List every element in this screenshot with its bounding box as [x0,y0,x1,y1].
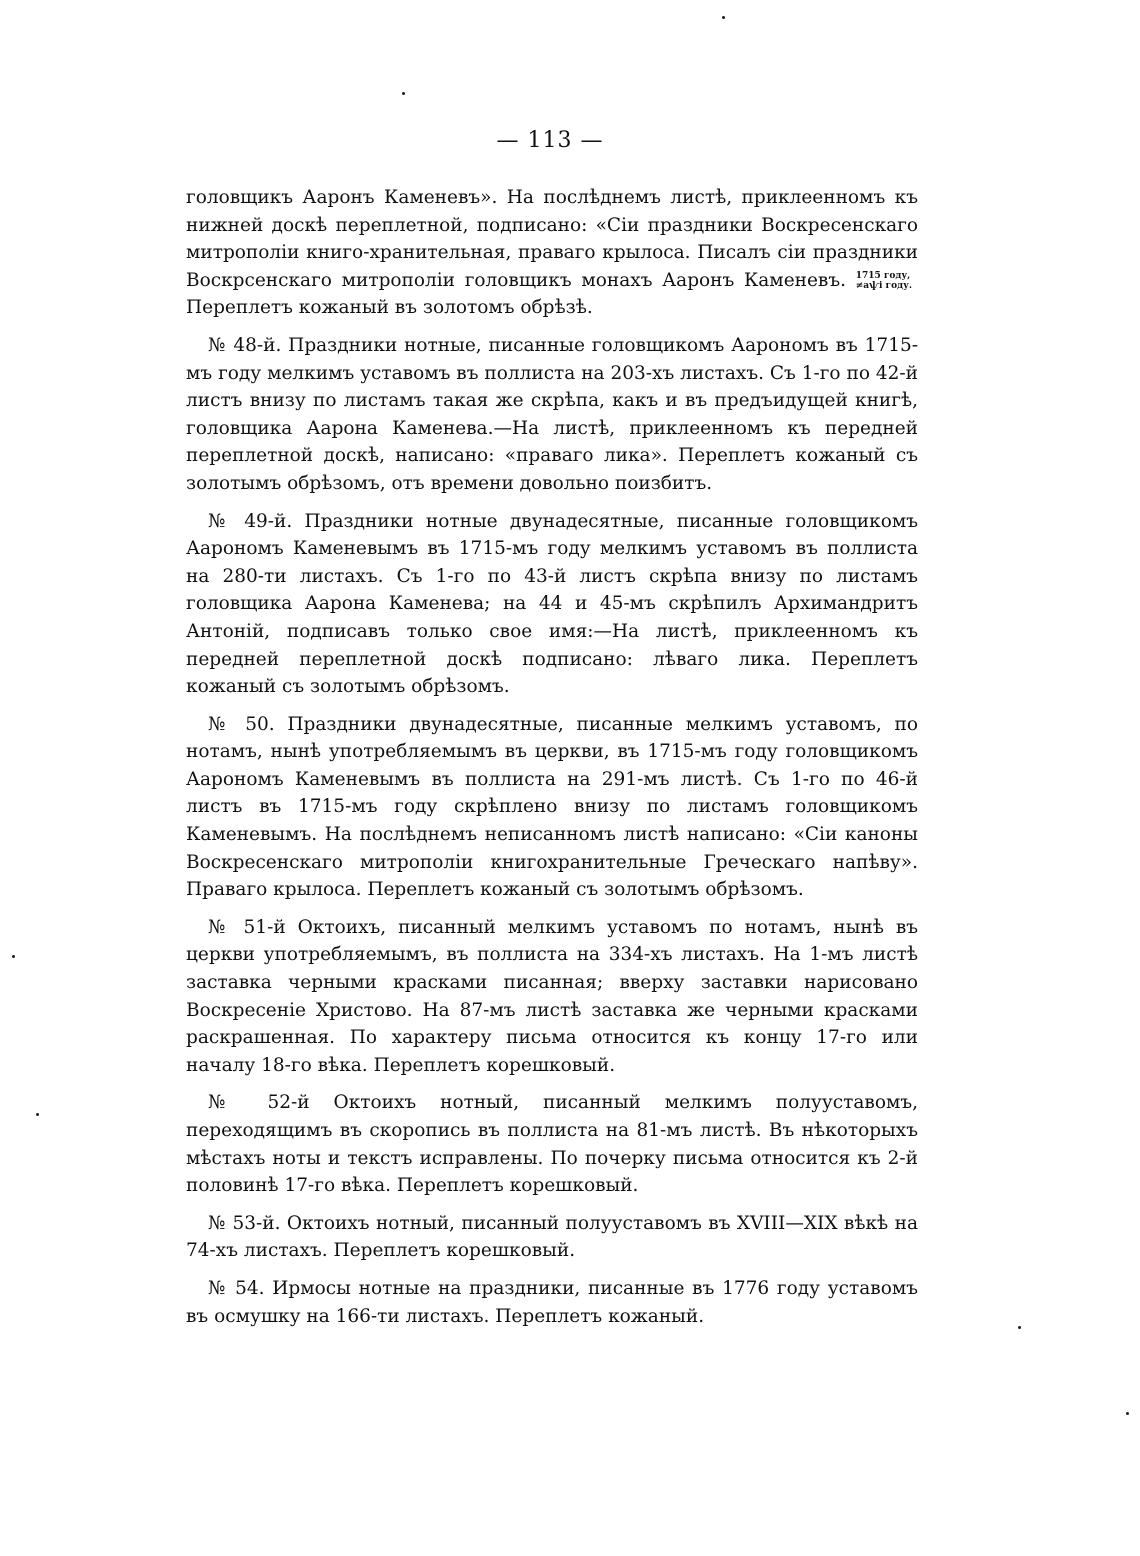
scan-speck [402,92,405,95]
body-text [186,184,918,1340]
scan-speck [36,1113,39,1116]
paragraph-continuation [186,184,918,322]
paragraph-text: Переплетъ кожаный въ золотомъ обрѣзѣ. [186,297,593,319]
paragraph-entry-51: № 51-й Октоихъ, писанный мелкимъ уставомъ по нотамъ, нынѣ въ церкви употребляемымъ, въ поллиста на 334-хъ листахъ. На 1-мъ листѣ заставка черными красками писанная; вверху заставки нарисовано Воскресеніе Христово. На 87-мъ листѣ заставка же черными красками раскрашенная. По характеру письма относится къ концу 17-го или началу 18-го вѣка. Переплетъ корешковый. [186,916,918,1076]
scan-speck [12,955,15,958]
paragraph-text: головщикъ Ааронъ Каменевъ». На послѣднемъ листѣ, приклеенномъ къ нижней доскѣ переплетной, подписано: «Сіи праздники Воскресенскаго митрополіи книго-хранительная, праваго крылоса. Писалъ сіи праздники Воскрсенскаго митрополіи головщикъ монахъ Ааронъ Каменевъ. [186,187,918,291]
scan-speck [1018,1326,1021,1329]
scan-speck [1126,1412,1129,1415]
page-number: — 113 — [496,128,604,153]
paragraph-entry-52: № 52-й Октоихъ нотный, писанный мелкимъ полууставомъ, переходящимъ въ скоропись въ поллиста на 81-мъ листѣ. Въ нѣкоторыхъ мѣстахъ ноты и текстъ исправлены. По почерку письма относится къ 2-й половинѣ 17-го вѣка. Переплетъ корешковый. [186,1092,918,1197]
scan-speck [722,16,725,19]
paragraph-entry-50: № 50. Праздники двунадесятные, писанные мелкимъ уставомъ, по нотамъ, нынѣ употребляемымъ въ церкви, въ 1715-мъ году головщикомъ Аарономъ Каменевымъ въ поллиста на 291-мъ листѣ. Съ 1-го по 46-й листъ въ 1715-мъ году скрѣплено внизу по листамъ головщикомъ Каменевымъ. На послѣднемъ неписанномъ листѣ написано: «Сіи каноны Воскресенскаго митрополіи книгохранительные Греческаго напѣву». Праваго крылоса. Переплетъ кожаный съ золотымъ обрѣзомъ. [186,713,918,901]
margin-note-line: 1715 году, [855,270,911,281]
paragraph-entry-48: № 48-й. Праздники нотные, писанные головщикомъ Аарономъ въ 1715-мъ году мелкимъ уставомъ въ поллиста на 203-хъ листахъ. Съ 1-го по 42-й листъ внизу по листамъ такая же скрѣпа, какъ и въ предъидущей книгѣ, головщика Аарона Каменева.—На листѣ, приклеенномъ къ передней переплетной доскѣ, написано: «праваго лика». Переплетъ кожаный съ золотымъ обрѣзомъ, отъ времени довольно поизбитъ. [186,334,918,494]
margin-note-date [856,271,912,291]
paragraph-entry-49: № 49-й. Праздники нотные двунадесятные, писанные головщикомъ Аарономъ Каменевымъ въ 1715-мъ году мелкимъ уставомъ въ поллиста на 280-ти листахъ. Съ 1-го по 43-й листъ скрѣпа внизу по листамъ головщика Аарона Каменева; на 44 и 45-мъ скрѣпилъ Архимандритъ Антоній, подписавъ только свое имя:—На листѣ, приклеенномъ къ передней переплетной доскѣ подписано: лѣваго лика. Переплетъ кожаный съ золотымъ обрѣзомъ. [186,510,918,698]
paragraph-entry-54: № 54. Ирмосы нотные на праздники, писанные въ 1776 году уставомъ въ осмушку на 166-ти листахъ. Переплетъ кожаный. [186,1277,918,1327]
paragraph-entry-53: № 53-й. Октоихъ нотный, писанный полууставомъ въ XVIII—XIX вѣкѣ на 74-хъ листахъ. Переплетъ корешковый. [186,1212,918,1262]
margin-note-line: ≠аѱі году. [855,280,912,291]
